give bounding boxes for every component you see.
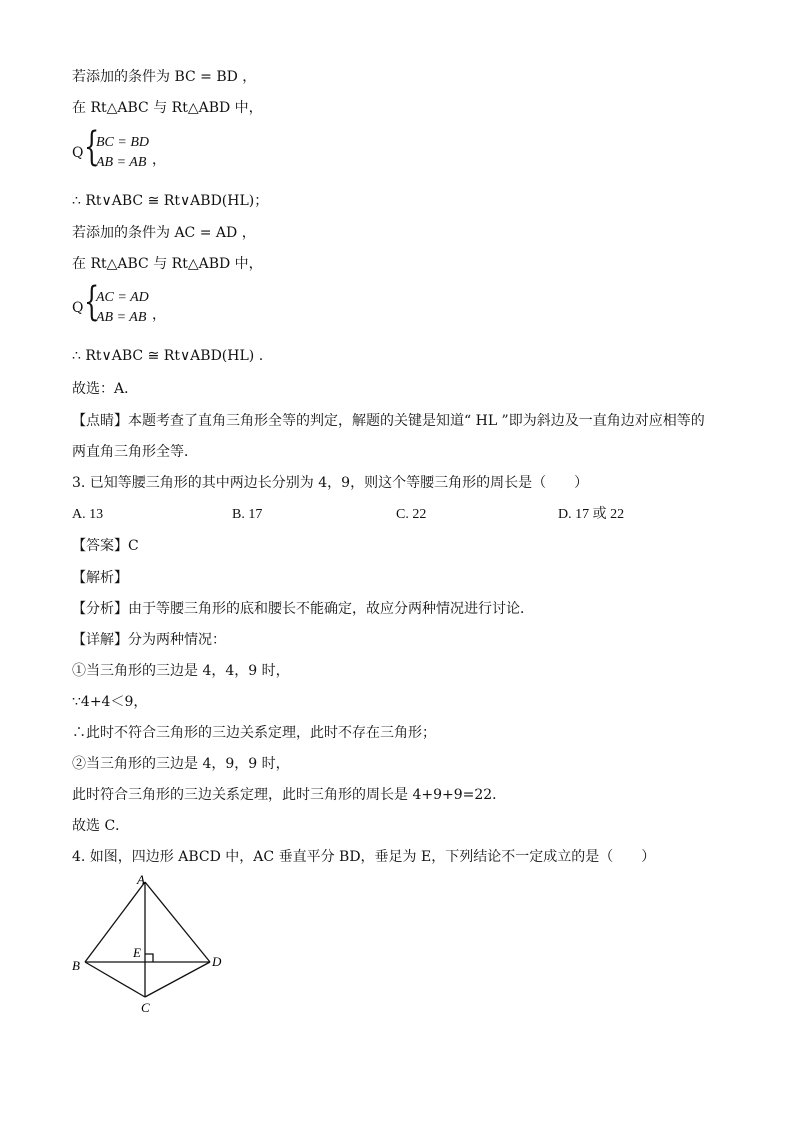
text-line: 在 Rt△ABC 与 Rt△ABD 中，: [72, 256, 263, 272]
label-b: B: [72, 958, 80, 973]
equation-system: [72, 124, 192, 175]
text-line: ∵4+4＜9，: [72, 694, 148, 710]
text-line: 故选：A．: [72, 381, 139, 397]
right-angle-mark: [145, 954, 153, 962]
text-line: 在 Rt△ABC 与 Rt△ABD 中，: [72, 100, 263, 116]
text-line: 故选 C．: [72, 818, 130, 834]
text-line: 若添加的条件为 AC = AD ，: [72, 225, 256, 241]
text-line: ②当三角形的三边是 4，9，9 时，: [72, 756, 290, 772]
text-line: ①当三角形的三边是 4，4，9 时，: [72, 663, 290, 679]
option-d: D. 17 或 22: [558, 507, 625, 522]
text-line: ∴ Rt∨ABC ≅ Rt∨ABD(HL) .: [72, 348, 264, 364]
option-c: C. 22: [396, 507, 427, 522]
question-4: 4. 如图，四边形 ABCD 中，AC 垂直平分 BD，垂足为 E，下列结论不一定成立的是（ ）: [72, 849, 656, 865]
text-line: ∴此时不符合三角形的三边关系定理，此时不存在三角形；: [72, 725, 436, 741]
brace-icon: {: [84, 124, 100, 170]
label-a: A: [137, 872, 145, 887]
label-d: D: [212, 954, 222, 969]
text-line: 【点睛】本题考查了直角三角形全等的判定，解题的关键是知道“ HL ”即为斜边及一直角边对应相等的: [72, 413, 705, 429]
because-symbol: Q: [72, 145, 84, 161]
option-a: A. 13: [72, 507, 104, 522]
segment-ad: [145, 882, 210, 962]
text-line: 两直角三角形全等．: [72, 444, 198, 460]
brace-icon: {: [84, 279, 100, 325]
text-line: 若添加的条件为 BC = BD ，: [72, 69, 257, 85]
equation-row: AB = AB: [96, 155, 147, 170]
label-c: C: [141, 1000, 150, 1015]
text-line: 此时符合三角形的三边关系定理，此时三角形的周长是 4+9+9=22．: [72, 787, 507, 803]
answer-line: 【答案】C: [72, 538, 139, 554]
analysis-heading: 【解析】: [72, 570, 128, 586]
question-3: 3. 已知等腰三角形的其中两边长分别为 4，9，则这个等腰三角形的周长是（ ）: [72, 475, 589, 491]
equation-row: BC = BD: [96, 135, 149, 150]
equation-row: AC = AD: [96, 290, 149, 305]
equation-row: AB = AB: [96, 310, 147, 325]
segment-dc: [145, 962, 210, 997]
because-symbol: Q: [72, 300, 84, 316]
label-e: E: [133, 945, 141, 960]
equation-system: [72, 279, 192, 330]
segment-bc: [85, 962, 145, 997]
quadrilateral-figure: [60, 872, 240, 1022]
text-line: 【分析】由于等腰三角形的底和腰长不能确定，故应分两种情况进行讨论．: [72, 601, 534, 617]
text-line: 【详解】分为两种情况：: [72, 632, 226, 648]
equation-tail: ，: [152, 307, 166, 323]
equation-tail: ，: [152, 152, 166, 168]
option-b: B. 17: [232, 507, 263, 522]
text-line: ∴ Rt∨ABC ≅ Rt∨ABD(HL)；: [72, 193, 269, 209]
